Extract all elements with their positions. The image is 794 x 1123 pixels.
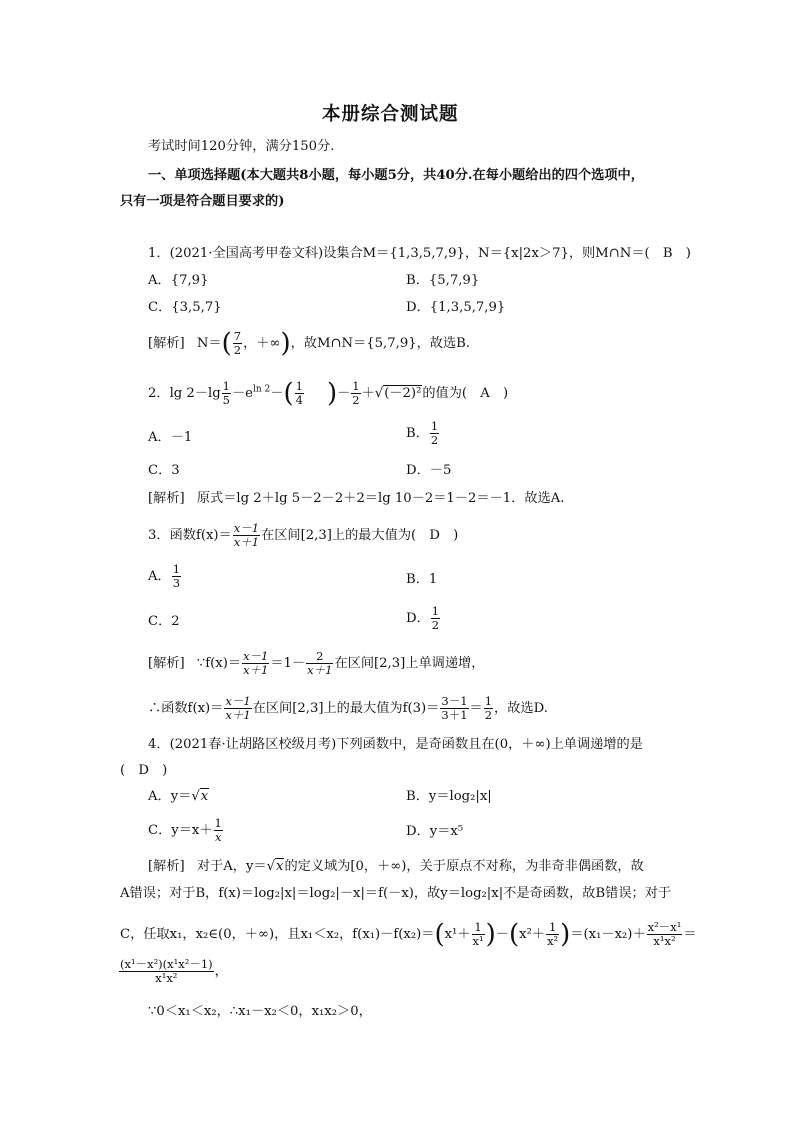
q2-option-a: A．－1 [148, 430, 193, 445]
question-3-stem: 3．函数f(x)＝ $\frac{x-1}{x+1}$ 在区间[2,3]上的最大值为( D ) [148, 521, 459, 549]
q4-option-d: D．y＝x⁵ [406, 824, 464, 839]
q4-option-c: C．y＝x＋ $\frac{1}{x}$ [148, 816, 222, 844]
fraction: $\frac{\text{x²－x¹}}{\text{x¹x²}}$ [647, 920, 682, 948]
analysis-tag: [解析] [148, 491, 185, 506]
q1-option-a: A．{7,9} [148, 273, 209, 288]
sqrt-body: (－2)² [384, 386, 422, 401]
fraction: $\frac{3-1}{3+1}$ [441, 694, 468, 722]
q3-analysis-line2: ∴函数f(x)＝ $\frac{x-1}{x+1}$ 在区间[2,3]上的最大值为f(3)＝ $\frac{3-1}{3+1}$ ＝ $\frac{1}{2}$ ，故选D. [148, 694, 548, 722]
q4-analysis-line4: $\frac{\text{(x¹－x²)(x¹x²－1)}}{\text{x¹x²}}$ ， [120, 957, 228, 985]
exam-info: 考试时间120分钟，满分150分. [148, 139, 335, 154]
q4-analysis-line5: ∵0＜x₁＜x₂，∴x₁－x₂＜0，x₁x₂＞0， [148, 1004, 372, 1019]
q3-option-b: B．1 [406, 572, 438, 587]
fraction: $\frac{1}{2}$ [431, 604, 440, 632]
fraction: $\frac{1}{3}$ [172, 562, 181, 590]
q4-analysis-line3: C，任取x₁，x₂∈(0，＋∞)，且x₁＜x₂，f(x₁)－f(x₂)＝(x¹＋ $\frac{1}{\text{x¹}}$ )－(x²＋ $\frac{1}{\text{x²}}$ )＝(x₁－x₂)＋ $\frac{\text{x²－x¹}}{\text{x¹x²}}$ ＝ [120, 919, 697, 950]
q1-analysis: [解析] N＝( $\frac{7}{2}$ ，＋∞)，故M∩N＝{5,7,9}，故选B. [148, 328, 471, 359]
q4-analysis-line1: [解析] 对于A，y＝√x的定义域为[0，＋∞)，关于原点不对称，为非奇非偶函数，故 [148, 859, 644, 874]
q1-option-b: B．{5,7,9} [406, 273, 480, 288]
q3-option-c: C．2 [148, 614, 180, 629]
q4-option-a: A．y＝√x [148, 789, 209, 804]
question-1-stem: 1．(2021·全国高考甲卷文科)设集合M＝{1,3,5,7,9}，N＝{x|2x＞7}，则M∩N＝( B ) [148, 246, 691, 261]
q2-option-c: C．3 [148, 463, 180, 478]
fraction: $\frac{x-1}{x+1}$ [243, 649, 269, 677]
section-heading: 一、单项选择题(本大题共8小题，每小题5分，共40分.在每小题给出的四个选项中， [148, 168, 644, 183]
q1-option-c: C．{3,5,7} [148, 300, 222, 315]
fraction: $\frac{1}{2}$ [484, 694, 493, 722]
fraction: $\frac{1}{4}$ [295, 379, 303, 407]
fraction: $\frac{1}{\text{x²}}$ [547, 920, 559, 948]
q2-option-d: D．－5 [406, 463, 452, 478]
section-heading-cont: 只有一项是符合题目要求的) [120, 194, 285, 209]
q2-option-b: B． $\frac{1}{2}$ [406, 419, 439, 447]
fraction: $\frac{1}{x}$ [214, 816, 222, 844]
q3-option-d: D． $\frac{1}{2}$ [406, 604, 440, 632]
fraction: $\frac{1}{5}$ [222, 379, 230, 407]
q3-option-a: A． $\frac{1}{3}$ [148, 562, 181, 590]
q4-option-b: B．y＝log₂|x| [406, 789, 492, 804]
q3-analysis-line1: [解析] ∵f(x)＝ $\frac{x-1}{x+1}$ ＝1－ $\frac{2}{x+1}$ 在区间[2,3]上单调递增， [148, 649, 485, 677]
fraction: $\frac{x-1}{x+1}$ [233, 521, 260, 549]
question-2-stem: 2．lg 2－lg $\frac{1}{5}$ $-e^{ln 2}-$( $\frac{1}{4}$ )－ $\frac{1}{2}$ ＋√(－2)²的值为( A ) [148, 378, 509, 409]
q4-analysis-line2: A错误；对于B，f(x)＝log₂|x|＝log₂|－x|＝f(－x)，故y＝log₂|x|不是奇函数，故B错误；对于 [120, 886, 672, 901]
fraction: $\frac{x-1}{x+1}$ [225, 694, 251, 722]
page-title: 本册综合测试题 [322, 104, 459, 125]
fraction: $\frac{\text{(x¹－x²)(x¹x²－1)}}{\text{x¹x²}}$ [120, 957, 213, 985]
fraction: $\frac{1}{2}$ [352, 379, 360, 407]
analysis-tag: [解析] [148, 859, 185, 874]
analysis-text: N＝ [196, 336, 222, 351]
question-4-stem: 4．(2021春·让胡路区校级月考)下列函数中，是奇函数且在(0，＋∞)上单调递增的是 [148, 737, 643, 752]
q2-analysis: [解析] 原式＝lg 2＋lg 5－2－2＋2＝lg 10－2＝1－2＝－1．故选A. [148, 491, 565, 506]
fraction: $\frac{2}{x+1}$ [307, 649, 333, 677]
fraction: $\frac{7}{2}$ [233, 329, 242, 357]
analysis-tag: [解析] [148, 336, 185, 351]
q1-option-d: D．{1,3,5,7,9} [406, 300, 506, 315]
fraction: $\frac{1}{2}$ [430, 419, 439, 447]
analysis-tag: [解析] [148, 656, 185, 671]
fraction: $\frac{1}{\text{x¹}}$ [472, 920, 484, 948]
question-4-stem-cont: ( D ) [120, 763, 168, 778]
